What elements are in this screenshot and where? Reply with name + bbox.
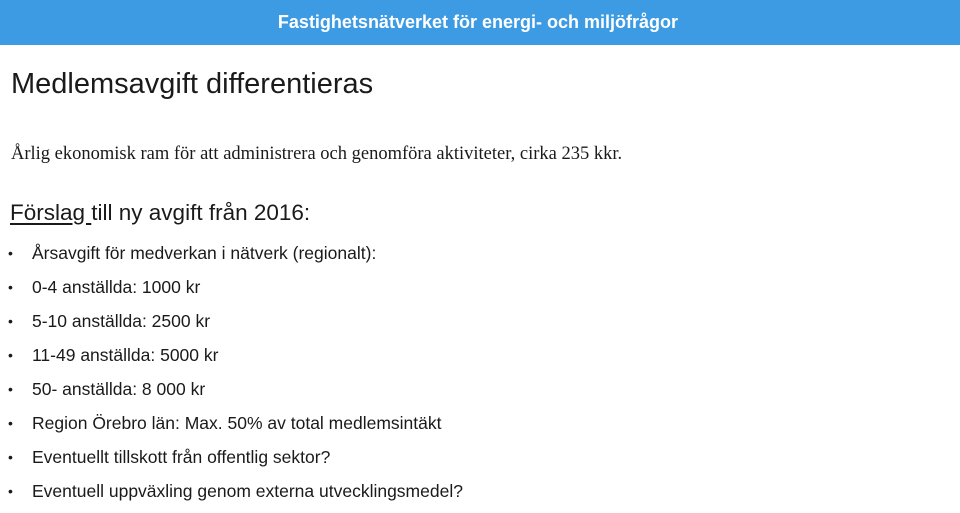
bullet-dot-icon: • bbox=[8, 483, 13, 499]
bullet-text: Årsavgift för medverkan i nätverk (regionalt): bbox=[32, 243, 377, 263]
bullet-text: Eventuellt tillskott från offentlig sektor? bbox=[32, 447, 331, 467]
header-org-name: Fastighetsnätverket för energi- och miljöfrågor bbox=[277, 12, 678, 32]
bullet-item bbox=[8, 479, 463, 513]
intro-text: Årlig ekonomisk ram för att administrera och genomföra aktiviteter, cirka 235 kkr. bbox=[11, 144, 623, 164]
slide-title: Medlemsavgift differentieras bbox=[11, 68, 374, 100]
bullet-item bbox=[8, 241, 463, 275]
bullet-dot-icon: • bbox=[8, 347, 13, 363]
bullet-text: Eventuell uppväxling genom externa utvecklingsmedel? bbox=[32, 481, 463, 501]
bullet-item bbox=[8, 343, 463, 377]
bullet-dot-icon: • bbox=[8, 245, 13, 261]
bullet-item bbox=[8, 377, 463, 411]
bullet-text: 0-4 anställda: 1000 kr bbox=[32, 277, 201, 297]
proposal-heading bbox=[10, 200, 310, 226]
bullet-list bbox=[8, 241, 463, 513]
bullet-dot-icon: • bbox=[8, 381, 13, 397]
bullet-item bbox=[8, 275, 463, 309]
bullet-dot-icon: • bbox=[8, 313, 13, 329]
bullet-dot-icon: • bbox=[8, 449, 13, 465]
proposal-heading-rest: till ny avgift från 2016: bbox=[91, 200, 311, 225]
proposal-underlined-word: Förslag bbox=[10, 200, 92, 225]
bullet-dot-icon: • bbox=[8, 279, 13, 295]
bullet-item bbox=[8, 445, 463, 479]
bullet-item bbox=[8, 411, 463, 445]
bullet-text: Region Örebro län: Max. 50% av total medlemsintäkt bbox=[32, 413, 442, 433]
bullet-text: 5-10 anställda: 2500 kr bbox=[32, 311, 211, 331]
header-bar bbox=[0, 0, 960, 45]
bullet-text: 50- anställda: 8 000 kr bbox=[32, 379, 206, 399]
bullet-text: 11-49 anställda: 5000 kr bbox=[32, 345, 219, 365]
bullet-item bbox=[8, 309, 463, 343]
bullet-dot-icon: • bbox=[8, 415, 13, 431]
